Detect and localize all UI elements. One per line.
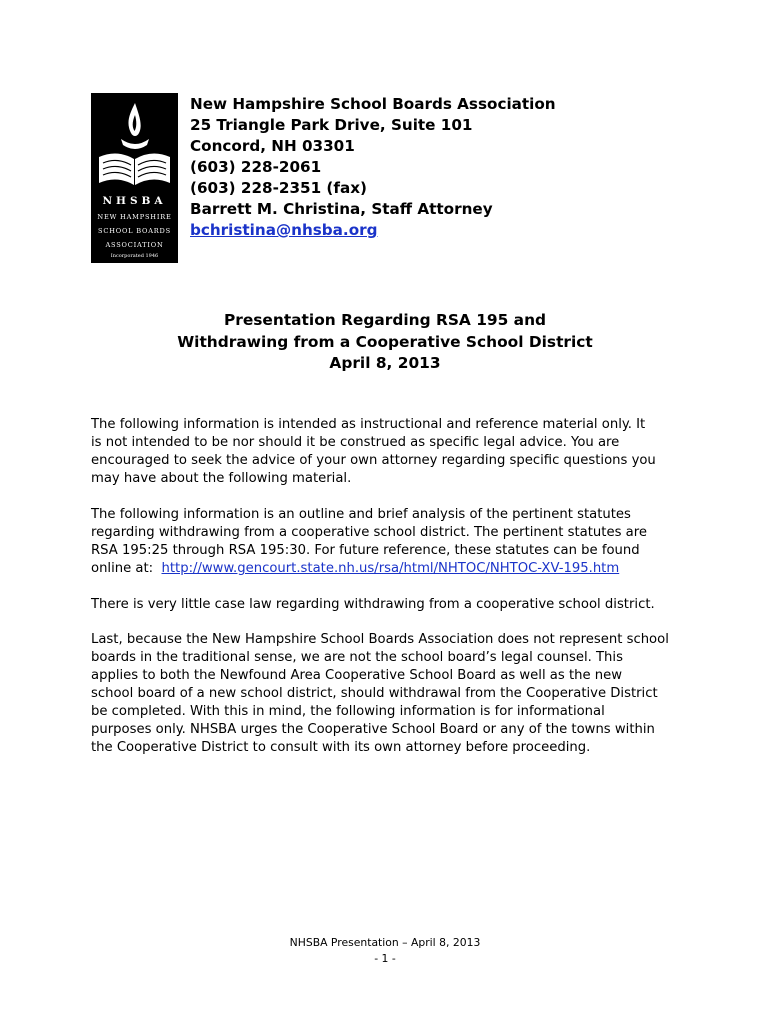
logo-abbreviation: NHSBA [102, 195, 167, 207]
paragraph-line: may have about the following material. [91, 471, 352, 486]
paragraph-line: There is very little case law regarding withdrawing from a cooperative school district. [91, 597, 655, 612]
email-link[interactable]: bchristina@nhsba.org [190, 221, 378, 239]
paragraph-line: the Cooperative District to consult with its own attorney before proceeding. [91, 740, 591, 755]
footer-label: NHSBA Presentation – April 8, 2013 [289, 936, 481, 949]
link-prefix: online at: [91, 561, 162, 576]
logo-incorporated: Incorporated 1946 [110, 253, 159, 259]
paragraph-line: regarding withdrawing from a cooperative school district. The pertinent statutes are [91, 525, 647, 540]
phone-number: (603) 228-2061 [190, 158, 322, 176]
letterhead [190, 94, 556, 241]
paragraph-line: is not intended to be nor should it be construed as specific legal advice. You are [91, 435, 620, 450]
contact-name: Barrett M. Christina, Staff Attorney [190, 200, 493, 218]
paragraph-disclaimer [91, 416, 691, 488]
title-line-1: Presentation Regarding RSA 195 and [223, 311, 547, 329]
paragraph-line: The following information is an outline and brief analysis of the pertinent statutes [91, 507, 631, 522]
paragraph-line: applies to both the Newfound Area Cooperative School Board as well as the new [91, 668, 623, 683]
logo-line-3: ASSOCIATION [105, 241, 164, 249]
paragraph-line: purposes only. NHSBA urges the Cooperative School Board or any of the towns within [91, 722, 655, 737]
logo-line-2: SCHOOL BOARDS [98, 227, 171, 235]
paragraph-case-law [91, 596, 691, 614]
statutes-link[interactable]: http://www.gencourt.state.nh.us/rsa/html/NHTOC/NHTOC-XV-195.htm [161, 561, 620, 576]
title-line-2: Withdrawing from a Cooperative School District [177, 332, 593, 351]
paragraph-line: Last, because the New Hampshire School Boards Association does not represent school [91, 632, 669, 647]
page-number: - 1 - [374, 952, 396, 965]
fax-number: (603) 228-2351 (fax) [190, 179, 367, 197]
paragraph-statutes [91, 506, 691, 578]
organization-name: New Hampshire School Boards Association [190, 95, 556, 113]
paragraph-line: school board of a new school district, should withdrawal from the Cooperative District [91, 686, 658, 701]
flame-book-icon [91, 93, 178, 193]
city-state-zip: Concord, NH 03301 [190, 137, 355, 155]
paragraph-line [91, 560, 691, 578]
paragraph-line: RSA 195:25 through RSA 195:30. For future reference, these statutes can be found [91, 543, 640, 558]
paragraph-line: encouraged to seek the advice of your own attorney regarding specific questions you [91, 453, 656, 468]
nhsba-logo [91, 93, 178, 263]
logo-line-1: NEW HAMPSHIRE [97, 213, 172, 221]
paragraph-line: be completed. With this in mind, the following information is for informational [91, 704, 605, 719]
page-footer [0, 935, 770, 967]
street-address: 25 Triangle Park Drive, Suite 101 [190, 116, 473, 134]
paragraph-line: boards in the traditional sense, we are not the school board’s legal counsel. This [91, 650, 623, 665]
paragraph-counsel [91, 631, 691, 757]
document-title [0, 310, 770, 375]
paragraph-line: The following information is intended as instructional and reference material only. It [91, 417, 646, 432]
title-date: April 8, 2013 [329, 354, 441, 372]
